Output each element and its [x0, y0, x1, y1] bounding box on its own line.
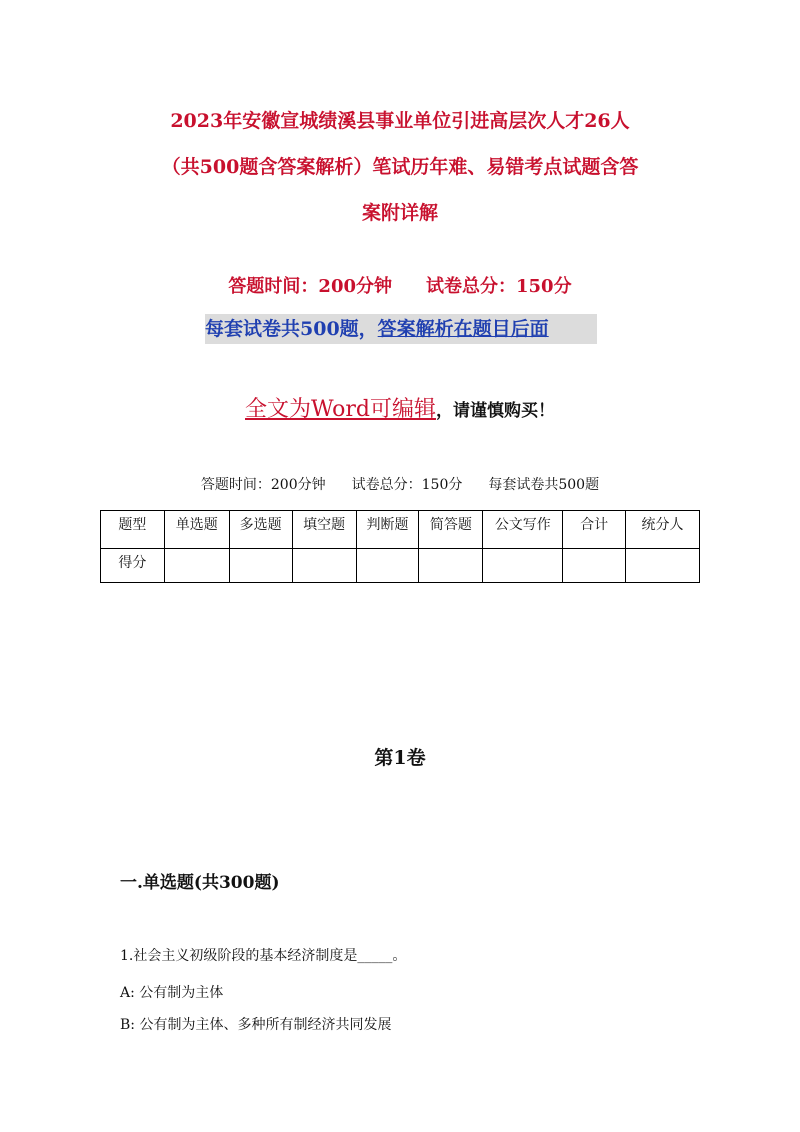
score-header-cell: 题型	[101, 511, 165, 549]
score-row-label: 得分	[101, 549, 165, 583]
answer-note-location: 答案解析在题目后面	[377, 318, 549, 340]
score-header-cell: 统分人	[626, 511, 700, 549]
exam-time: 答题时间：200分钟	[228, 276, 392, 297]
question-stem: 1.社会主义初级阶段的基本经济制度是_____。	[120, 948, 407, 964]
score-cell[interactable]	[419, 549, 483, 583]
volume-heading: 第1卷	[374, 747, 426, 769]
exam-meta	[0, 272, 800, 298]
score-header-cell: 简答题	[419, 511, 483, 549]
score-cell[interactable]	[164, 549, 229, 583]
score-header-cell: 填空题	[292, 511, 356, 549]
score-table-header-row	[101, 511, 700, 549]
score-header-cell: 合计	[563, 511, 626, 549]
answer-note	[205, 314, 597, 344]
score-table	[100, 510, 700, 583]
score-header-cell: 公文写作	[483, 511, 563, 549]
document-title	[80, 98, 720, 236]
exam-info-line	[0, 474, 800, 494]
score-cell[interactable]	[229, 549, 292, 583]
title-line-3: 案附详解	[361, 202, 438, 224]
score-cell[interactable]	[483, 549, 563, 583]
score-cell[interactable]	[563, 549, 626, 583]
question-option-b: B: 公有制为主体、多种所有制经济共同发展	[120, 1017, 392, 1033]
score-header-cell: 单选题	[164, 511, 229, 549]
editable-notice-warning: ，请谨慎购买！	[435, 401, 555, 421]
score-header-cell: 多选题	[229, 511, 292, 549]
score-cell[interactable]	[626, 549, 700, 583]
score-table-score-row	[101, 549, 700, 583]
info-total: 试卷总分：150分	[351, 477, 463, 493]
editable-notice-red: 全文为Word可编辑	[245, 397, 436, 422]
question-option-a: A: 公有制为主体	[120, 985, 224, 1001]
score-cell[interactable]	[356, 549, 419, 583]
section-heading: 一.单选题(共300题)	[120, 873, 280, 893]
info-time: 答题时间：200分钟	[200, 477, 326, 493]
answer-note-count: 每套试卷共500题，	[205, 318, 378, 340]
title-line-2: （共500题含答案解析）笔试历年难、易错考点试题含答	[161, 156, 639, 178]
exam-total-score: 试卷总分：150分	[426, 276, 572, 297]
score-cell[interactable]	[292, 549, 356, 583]
info-count: 每套试卷共500题	[488, 477, 600, 493]
editable-notice	[0, 392, 800, 423]
score-header-cell: 判断题	[356, 511, 419, 549]
title-line-1: 2023年安徽宣城绩溪县事业单位引进高层次人才26人	[170, 110, 630, 132]
